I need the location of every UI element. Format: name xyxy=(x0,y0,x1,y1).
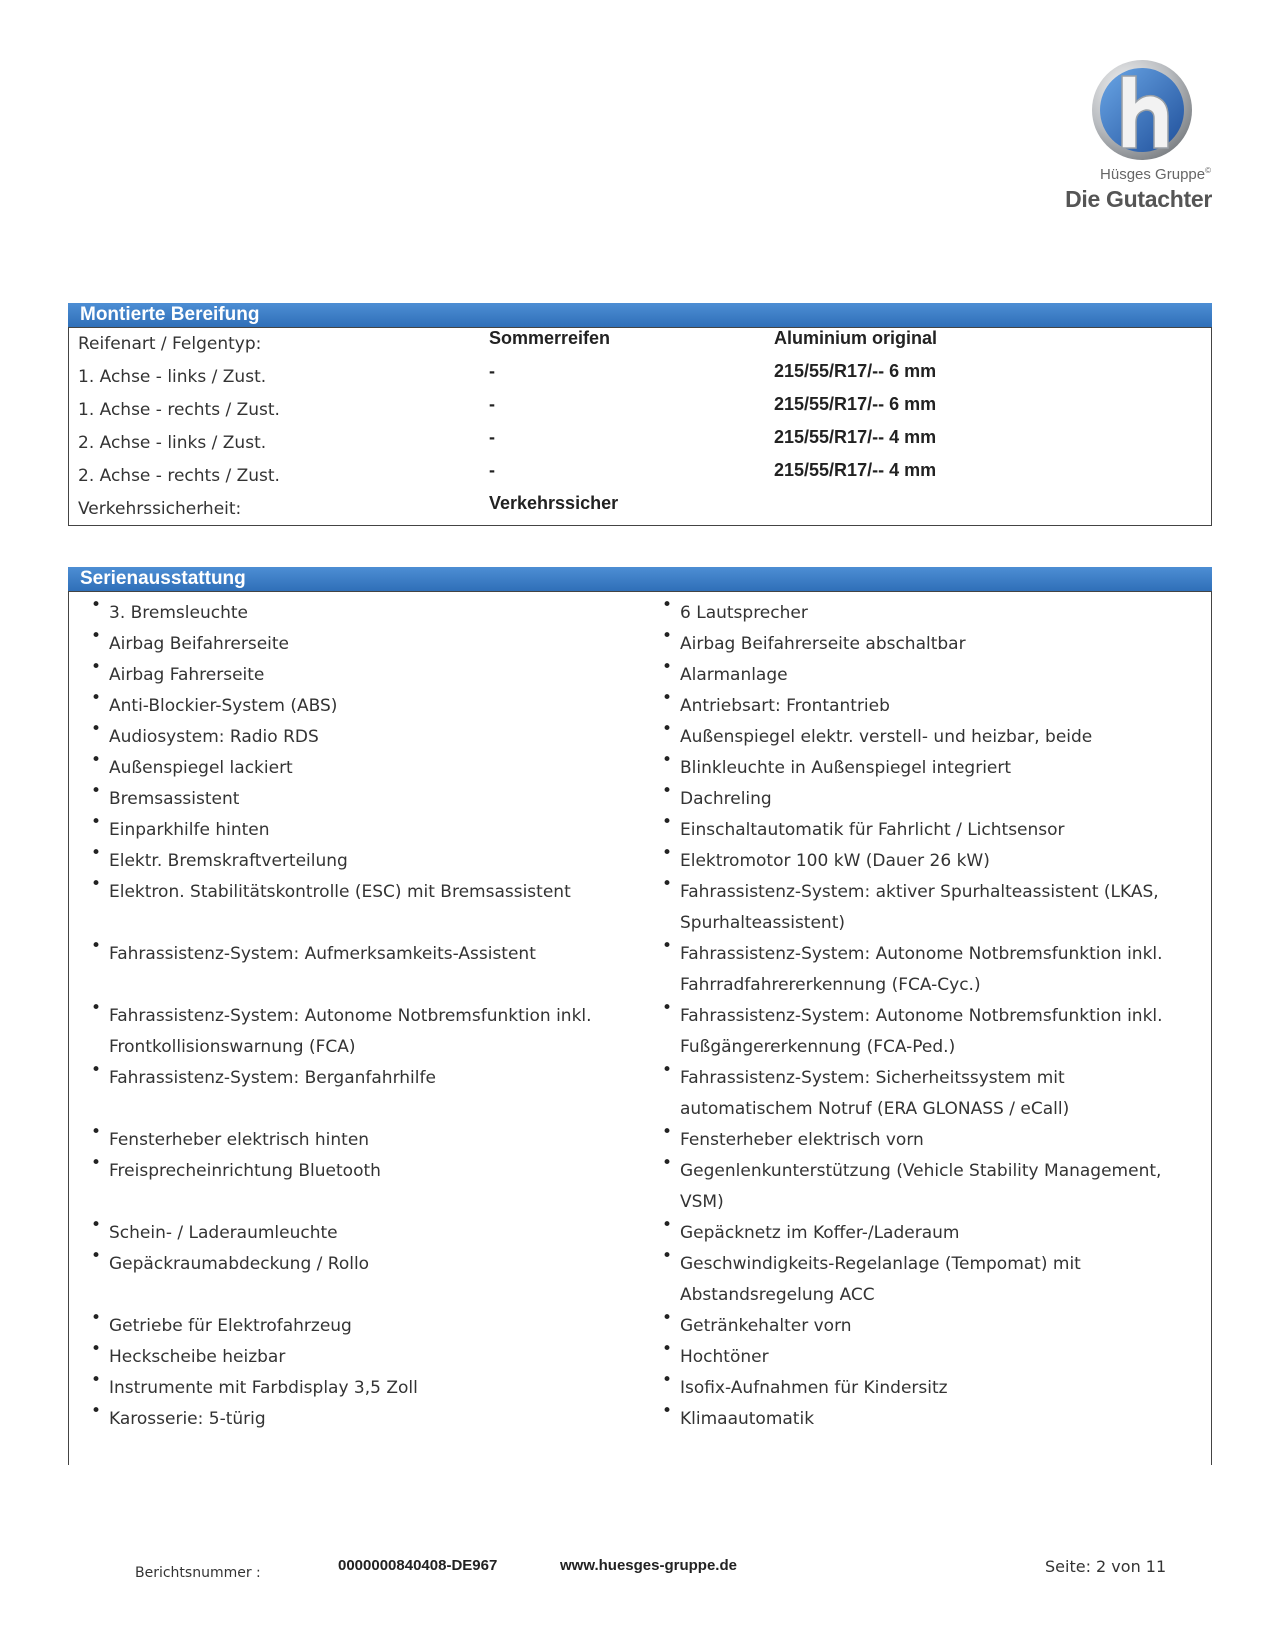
equipment-row xyxy=(69,812,1211,846)
equipment-item-label: 3. Bremsleuchte xyxy=(109,603,248,623)
equipment-item-label: Fensterheber elektrisch hinten xyxy=(109,1130,370,1150)
tire-row-spec: 215/55/R17/-- 6 mm xyxy=(774,361,937,381)
equipment-item xyxy=(640,750,1211,784)
equipment-item-label: Getriebe für Elektrofahrzeug xyxy=(109,1316,352,1336)
equipment-item xyxy=(640,1215,1211,1249)
equipment-item-label: Antriebsart: Frontantrieb xyxy=(680,696,890,716)
equipment-item-label: Elektr. Bremskraftverteilung xyxy=(109,851,348,871)
bullet-icon: • xyxy=(91,1401,102,1421)
equipment-item-label: Fahrassistenz-System: Autonome Notbremsfunktion inkl. Fußgängererkennung (FCA-Ped.) xyxy=(680,1006,1163,1057)
equipment-item xyxy=(69,843,640,877)
equipment-item-label: Bremsassistent xyxy=(109,789,240,809)
tire-row xyxy=(69,328,1211,361)
tire-row-label: 2. Achse - rechts / Zust. xyxy=(78,466,280,486)
bullet-icon: • xyxy=(662,1401,673,1421)
equipment-item-label: Schein- / Laderaumleuchte xyxy=(109,1223,338,1243)
equipment-item xyxy=(640,1308,1211,1342)
equipment-item xyxy=(640,719,1211,753)
tire-row-spec: Aluminium original xyxy=(774,328,938,348)
equipment-item-label: Klimaautomatik xyxy=(680,1409,815,1429)
equipment-section-header: Serienausstattung xyxy=(68,567,1212,591)
equipment-item-label: Airbag Fahrerseite xyxy=(109,665,265,685)
tire-row-type: Verkehrssicher xyxy=(489,493,619,513)
equipment-row xyxy=(69,1339,1211,1373)
report-number: 0000000840408-DE967 xyxy=(338,1557,498,1574)
report-number-label: Berichtsnummer : xyxy=(135,1565,261,1581)
bullet-icon: • xyxy=(91,843,102,863)
equipment-row xyxy=(69,1308,1211,1342)
bullet-icon: • xyxy=(91,874,102,894)
bullet-icon: • xyxy=(662,1060,673,1080)
equipment-item xyxy=(640,1370,1211,1404)
equipment-item-label: Airbag Beifahrerseite abschaltbar xyxy=(680,634,966,654)
bullet-icon: • xyxy=(662,1122,673,1142)
equipment-item xyxy=(640,688,1211,722)
brand-tagline: Die Gutachter xyxy=(1065,186,1212,212)
equipment-item-label: Karosserie: 5-türig xyxy=(109,1409,266,1429)
bullet-icon: • xyxy=(662,874,673,894)
tire-row-spec: 215/55/R17/-- 4 mm xyxy=(774,460,937,480)
equipment-item xyxy=(69,657,640,691)
equipment-row xyxy=(69,688,1211,722)
bullet-icon: • xyxy=(662,719,673,739)
bullet-icon: • xyxy=(91,1122,102,1142)
equipment-row xyxy=(69,1153,1211,1218)
equipment-item-label: Fahrassistenz-System: Berganfahrhilfe xyxy=(109,1068,436,1088)
equipment-item xyxy=(640,1122,1211,1156)
equipment-item-label: Gegenlenkunterstützung (Vehicle Stability Management, VSM) xyxy=(680,1161,1162,1212)
equipment-item xyxy=(69,1246,640,1311)
equipment-row xyxy=(69,998,1211,1063)
equipment-item xyxy=(69,1308,640,1342)
equipment-item-label: Elektromotor 100 kW (Dauer 26 kW) xyxy=(680,851,990,871)
equipment-row xyxy=(69,657,1211,691)
tire-row-spec: 215/55/R17/-- 4 mm xyxy=(774,427,937,447)
equipment-item-label: Fahrassistenz-System: Autonome Notbremsfunktion inkl. Fahrradfahrererkennung (FCA-Cyc.) xyxy=(680,944,1163,995)
bullet-icon: • xyxy=(91,626,102,646)
equipment-row xyxy=(69,874,1211,939)
tires-table xyxy=(68,327,1212,526)
equipment-item-label: 6 Lautsprecher xyxy=(680,603,808,623)
equipment-item-label: Audiosystem: Radio RDS xyxy=(109,727,319,747)
tire-row-type: - xyxy=(489,394,495,414)
equipment-row xyxy=(69,936,1211,1001)
equipment-item-label: Fahrassistenz-System: aktiver Spurhalteassistent (LKAS, Spurhalteassistent) xyxy=(680,882,1159,933)
bullet-icon: • xyxy=(91,1060,102,1080)
tire-row-label: 2. Achse - links / Zust. xyxy=(78,433,267,453)
bullet-icon: • xyxy=(662,750,673,770)
equipment-item-label: Fensterheber elektrisch vorn xyxy=(680,1130,924,1150)
page-number: Seite: 2 von 11 xyxy=(1045,1557,1167,1576)
equipment-item-label: Fahrassistenz-System: Aufmerksamkeits-Assistent xyxy=(109,944,536,964)
equipment-item-label: Gepäckraumabdeckung / Rollo xyxy=(109,1254,370,1274)
tire-row-type: Sommerreifen xyxy=(489,328,611,348)
equipment-row xyxy=(69,626,1211,660)
bullet-icon: • xyxy=(91,998,102,1018)
equipment-item-label: Heckscheibe heizbar xyxy=(109,1347,286,1367)
equipment-list xyxy=(68,591,1212,1465)
bullet-icon: • xyxy=(91,595,102,615)
equipment-item-label: Getränkehalter vorn xyxy=(680,1316,852,1336)
brand-name: Hüsges Gruppe© xyxy=(1100,166,1211,183)
bullet-icon: • xyxy=(662,595,673,615)
equipment-item xyxy=(640,998,1211,1063)
bullet-icon: • xyxy=(91,750,102,770)
equipment-row xyxy=(69,1370,1211,1404)
equipment-item-label: Geschwindigkeits-Regelanlage (Tempomat) mit Abstandsregelung ACC xyxy=(680,1254,1081,1305)
equipment-item-label: Fahrassistenz-System: Sicherheitssystem mit automatischem Notruf (ERA GLONASS / eCall) xyxy=(680,1068,1070,1119)
company-logo xyxy=(1060,58,1220,218)
bullet-icon: • xyxy=(662,1246,673,1266)
equipment-item-label: Instrumente mit Farbdisplay 3,5 Zoll xyxy=(109,1378,418,1398)
equipment-item-label: Hochtöner xyxy=(680,1347,769,1367)
bullet-icon: • xyxy=(662,843,673,863)
bullet-icon: • xyxy=(91,1339,102,1359)
tire-row xyxy=(69,394,1211,427)
equipment-row xyxy=(69,750,1211,784)
tire-row xyxy=(69,493,1211,526)
equipment-item xyxy=(69,1215,640,1249)
equipment-item xyxy=(640,1401,1211,1435)
equipment-item xyxy=(69,1122,640,1156)
tire-row xyxy=(69,361,1211,394)
tire-row xyxy=(69,427,1211,460)
website-link[interactable]: www.huesges-gruppe.de xyxy=(560,1557,737,1574)
bullet-icon: • xyxy=(91,781,102,801)
bullet-icon: • xyxy=(662,657,673,677)
bullet-icon: • xyxy=(91,719,102,739)
equipment-row xyxy=(69,781,1211,815)
tire-row-type: - xyxy=(489,460,495,480)
equipment-item-label: Isofix-Aufnahmen für Kindersitz xyxy=(680,1378,948,1398)
equipment-item-label: Fahrassistenz-System: Autonome Notbremsfunktion inkl. Frontkollisionswarnung (FCA) xyxy=(109,1006,592,1057)
equipment-item xyxy=(69,1370,640,1404)
equipment-item xyxy=(69,936,640,1001)
bullet-icon: • xyxy=(662,1339,673,1359)
equipment-item-label: Elektron. Stabilitätskontrolle (ESC) mit Bremsassistent xyxy=(109,882,571,902)
equipment-item xyxy=(69,781,640,815)
equipment-item-label: Alarmanlage xyxy=(680,665,788,685)
equipment-item xyxy=(640,657,1211,691)
bullet-icon: • xyxy=(91,1215,102,1235)
equipment-item xyxy=(640,874,1211,939)
bullet-icon: • xyxy=(662,1308,673,1328)
equipment-item xyxy=(640,1153,1211,1218)
bullet-icon: • xyxy=(662,812,673,832)
tire-row-label: 1. Achse - rechts / Zust. xyxy=(78,400,280,420)
equipment-row xyxy=(69,595,1211,629)
equipment-item-label: Außenspiegel elektr. verstell- und heizbar, beide xyxy=(680,727,1093,747)
equipment-row xyxy=(69,1246,1211,1311)
equipment-item-label: Gepäcknetz im Koffer-/Laderaum xyxy=(680,1223,960,1243)
equipment-row xyxy=(69,1215,1211,1249)
tire-row-label: Reifenart / Felgentyp: xyxy=(78,334,262,354)
equipment-item xyxy=(69,626,640,660)
tire-row xyxy=(69,460,1211,493)
equipment-item xyxy=(640,936,1211,1001)
equipment-item xyxy=(69,750,640,784)
tire-row-type: - xyxy=(489,361,495,381)
equipment-item xyxy=(69,1060,640,1125)
logo-emblem-icon xyxy=(1090,58,1194,162)
equipment-item xyxy=(69,688,640,722)
equipment-item xyxy=(69,1153,640,1218)
tire-row-label: 1. Achse - links / Zust. xyxy=(78,367,267,387)
equipment-item xyxy=(69,719,640,753)
tire-row-spec: 215/55/R17/-- 6 mm xyxy=(774,394,937,414)
tire-row-label: Verkehrssicherheit: xyxy=(78,499,242,519)
bullet-icon: • xyxy=(662,1153,673,1173)
bullet-icon: • xyxy=(91,1370,102,1390)
equipment-item xyxy=(640,626,1211,660)
equipment-item-label: Airbag Beifahrerseite xyxy=(109,634,289,654)
equipment-item xyxy=(640,1339,1211,1373)
equipment-item-label: Einschaltautomatik für Fahrlicht / Lichtsensor xyxy=(680,820,1065,840)
equipment-item-label: Außenspiegel lackiert xyxy=(109,758,293,778)
equipment-item xyxy=(640,781,1211,815)
equipment-item-label: Einparkhilfe hinten xyxy=(109,820,270,840)
equipment-item xyxy=(640,843,1211,877)
equipment-item-label: Blinkleuchte in Außenspiegel integriert xyxy=(680,758,1012,778)
equipment-item xyxy=(640,595,1211,629)
equipment-item xyxy=(69,1401,640,1435)
bullet-icon: • xyxy=(662,688,673,708)
bullet-icon: • xyxy=(662,1215,673,1235)
bullet-icon: • xyxy=(91,936,102,956)
equipment-item xyxy=(69,595,640,629)
equipment-row xyxy=(69,1401,1211,1435)
equipment-item xyxy=(69,812,640,846)
equipment-item-label: Anti-Blockier-System (ABS) xyxy=(109,696,338,716)
bullet-icon: • xyxy=(91,657,102,677)
tire-row-type: - xyxy=(489,427,495,447)
equipment-item xyxy=(69,1339,640,1373)
equipment-item-label: Freisprecheinrichtung Bluetooth xyxy=(109,1161,381,1181)
bullet-icon: • xyxy=(662,781,673,801)
equipment-item xyxy=(69,874,640,939)
bullet-icon: • xyxy=(662,936,673,956)
bullet-icon: • xyxy=(91,812,102,832)
equipment-item xyxy=(69,998,640,1063)
bullet-icon: • xyxy=(662,1370,673,1390)
equipment-item-label: Dachreling xyxy=(680,789,772,809)
equipment-row xyxy=(69,719,1211,753)
equipment-row xyxy=(69,1122,1211,1156)
equipment-row xyxy=(69,843,1211,877)
bullet-icon: • xyxy=(91,1153,102,1173)
equipment-item xyxy=(640,1060,1211,1125)
equipment-item xyxy=(640,1246,1211,1311)
tires-section-header: Montierte Bereifung xyxy=(68,303,1212,327)
bullet-icon: • xyxy=(662,626,673,646)
bullet-icon: • xyxy=(662,998,673,1018)
bullet-icon: • xyxy=(91,1246,102,1266)
equipment-item xyxy=(640,812,1211,846)
equipment-row xyxy=(69,1060,1211,1125)
bullet-icon: • xyxy=(91,688,102,708)
bullet-icon: • xyxy=(91,1308,102,1328)
